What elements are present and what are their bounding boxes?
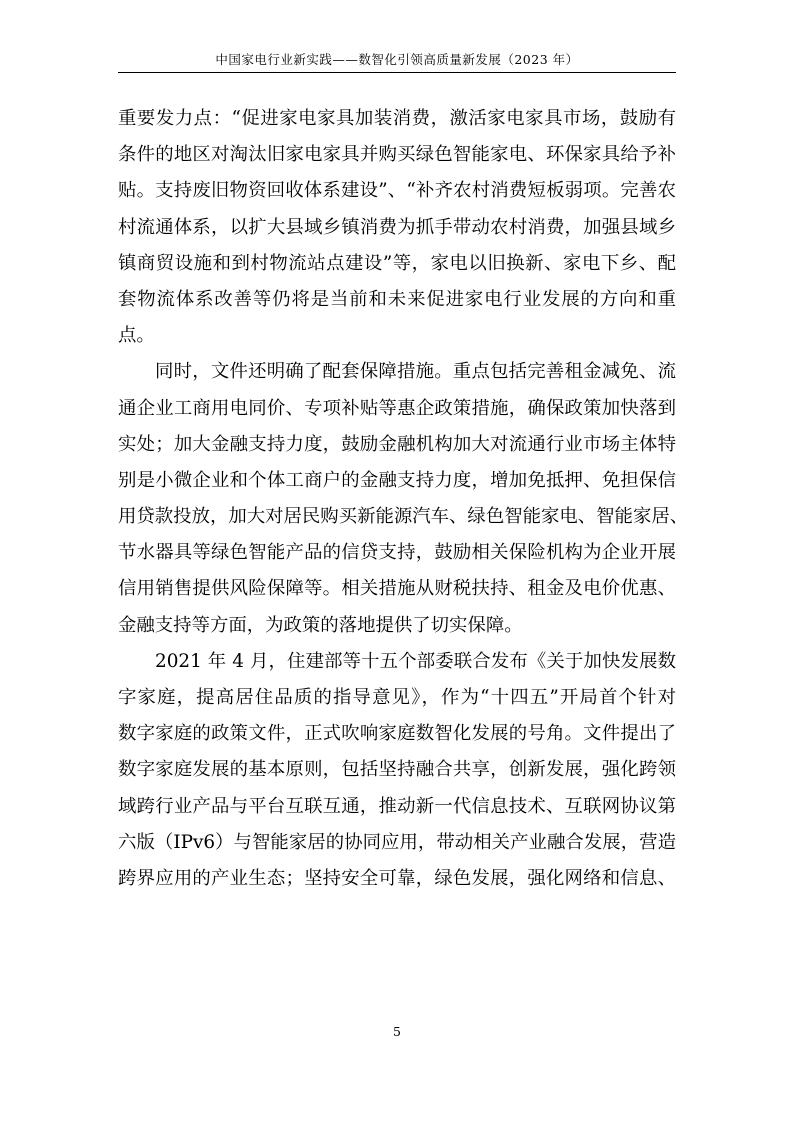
- text-line: 通企业工商用电同价、专项补贴等惠企政策措施，确保政策加快落到: [118, 397, 676, 419]
- text-line: 贴。支持废旧物资回收体系建设”、“补齐农村消费短板弱项。完善农: [118, 180, 676, 202]
- text-line: 金融支持等方面，为政策的落地提供了切实保障。: [118, 614, 523, 636]
- header-rule: [118, 72, 676, 73]
- text-line: 条件的地区对淘汰旧家电家具并购买绿色智能家电、环保家具给予补: [118, 144, 676, 166]
- body-text: [118, 101, 689, 897]
- text-line: 域跨行业产品与平台互联互通，推动新一代信息技术、互联网协议第: [118, 795, 676, 817]
- text-line: 用贷款投放，加大对居民购买新能源汽车、绿色智能家电、智能家居、: [118, 506, 689, 528]
- text-line: 数字家庭发展的基本原则，包括坚持融合共享，创新发展，强化跨领: [118, 759, 676, 781]
- page-number: 5: [393, 1024, 401, 1039]
- text-line: 节水器具等绿色智能产品的信贷支持，鼓励相关保险机构为企业开展: [118, 542, 676, 564]
- text-line: 数字家庭的政策文件，正式吹响家庭数智化发展的号角。文件提出了: [118, 723, 676, 745]
- text-line: 2021 年 4 月，住建部等十五个部委联合发布《关于加快发展数: [155, 650, 676, 672]
- text-line: 同时，文件还明确了配套保障措施。重点包括完善租金减免、流: [155, 361, 676, 383]
- text-line: 点。: [118, 325, 155, 347]
- text-line: 镇商贸设施和到村物流站点建设”等，家电以旧换新、家电下乡、配: [118, 252, 676, 274]
- text-line: 别是小微企业和个体工商户的金融支持力度，增加免抵押、免担保信: [118, 469, 676, 491]
- text-line: 重要发力点：“促进家电家具加装消费，激活家电家具市场，鼓励有: [118, 108, 676, 129]
- text-line: 套物流体系改善等仍将是当前和未来促进家电行业发展的方向和重: [118, 288, 676, 310]
- text-line: 六版（IPv6）与智能家居的协同应用，带动相关产业融合发展，营造: [118, 831, 676, 853]
- text-line: 村流通体系，以扩大县域乡镇消费为抓手带动农村消费，加强县域乡: [118, 216, 676, 238]
- text-line: 信用销售提供风险保障等。相关措施从财税扶持、租金及电价优惠、: [118, 578, 676, 600]
- text-line: 字家庭，提高居住品质的指导意见》，作为“十四五”开局首个针对: [118, 687, 676, 708]
- text-line: 实处；加大金融支持力度，鼓励金融机构加大对流通行业市场主体特: [118, 433, 676, 455]
- text-line: 跨界应用的产业生态；坚持安全可靠，绿色发展，强化网络和信息、: [118, 867, 676, 889]
- running-header: 中国家电行业新实践——数智化引领高质量新发展（2023 年）: [215, 52, 579, 67]
